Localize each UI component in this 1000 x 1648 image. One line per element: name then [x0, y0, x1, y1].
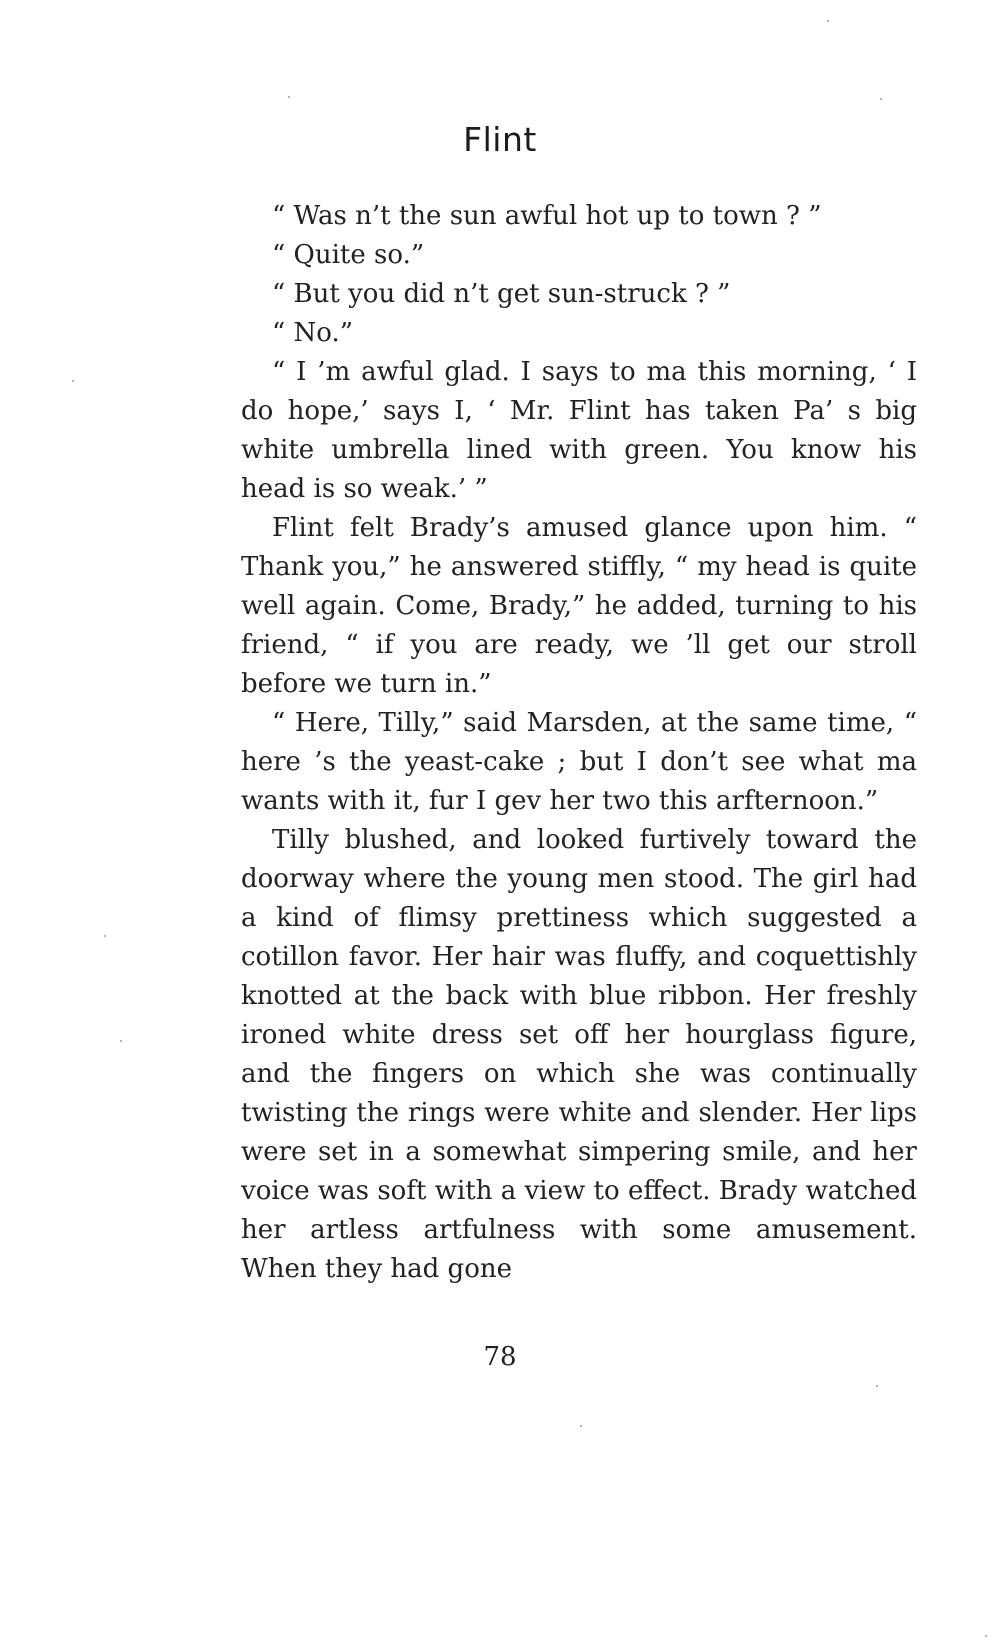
paragraph: “ Was n’t the sun awful hot up to town ? ”	[272, 201, 822, 231]
paper-speck	[120, 1040, 122, 1042]
paragraph: “ But you did n’t get sun-struck ? ”	[272, 279, 731, 309]
paragraph: Tilly blushed, and looked furtively toward the doorway where the young men stood. The girl had a kind of flimsy prettiness which suggested a cotillon favor. Her hair was fluffy, and coquettishly knotted at the back with blue ribbon. Her freshly ironed white dress set off her hourglass figure, and the fingers on which she was continually twisting the rings were white and slender. Her lips were set in a somewhat simpering smile, and her voice was soft with a view to effect. Brady watched her artless artfulness with some amusement. When they had gone	[241, 825, 917, 1284]
paper-speck	[876, 1385, 878, 1387]
paragraph: Flint felt Brady’s amused glance upon him. “ Thank you,” he answered stiffly, “ my head is quite well again. Come, Brady,” he added, turning to his friend, “ if you are ready, we ’ll get our stroll before we turn in.”	[241, 513, 917, 699]
paper-speck	[827, 20, 829, 22]
paper-speck	[104, 935, 106, 937]
paragraph: “ Here, Tilly,” said Marsden, at the same time, “ here ’s the yeast-cake ; but I don’t see what ma wants with it, fur I gev her two this arfternoon.”	[241, 708, 917, 816]
page-number: 78	[483, 1342, 517, 1372]
paragraph: “ I ’m awful glad. I says to ma this morning, ‘ I do hope,’ says I, ‘ Mr. Flint has taken Pa’ s big white umbrella lined with green. You know his head is so weak.’ ”	[241, 357, 917, 504]
paper-speck	[72, 380, 74, 382]
paragraph: “ No.”	[272, 318, 354, 348]
paper-speck	[880, 98, 882, 100]
paper-speck	[288, 96, 290, 98]
paper-speck	[580, 1425, 582, 1427]
body-text	[241, 197, 917, 1289]
paragraph: “ Quite so.”	[272, 240, 425, 270]
running-head: Flint	[463, 120, 537, 159]
paper-speck	[985, 1635, 987, 1637]
